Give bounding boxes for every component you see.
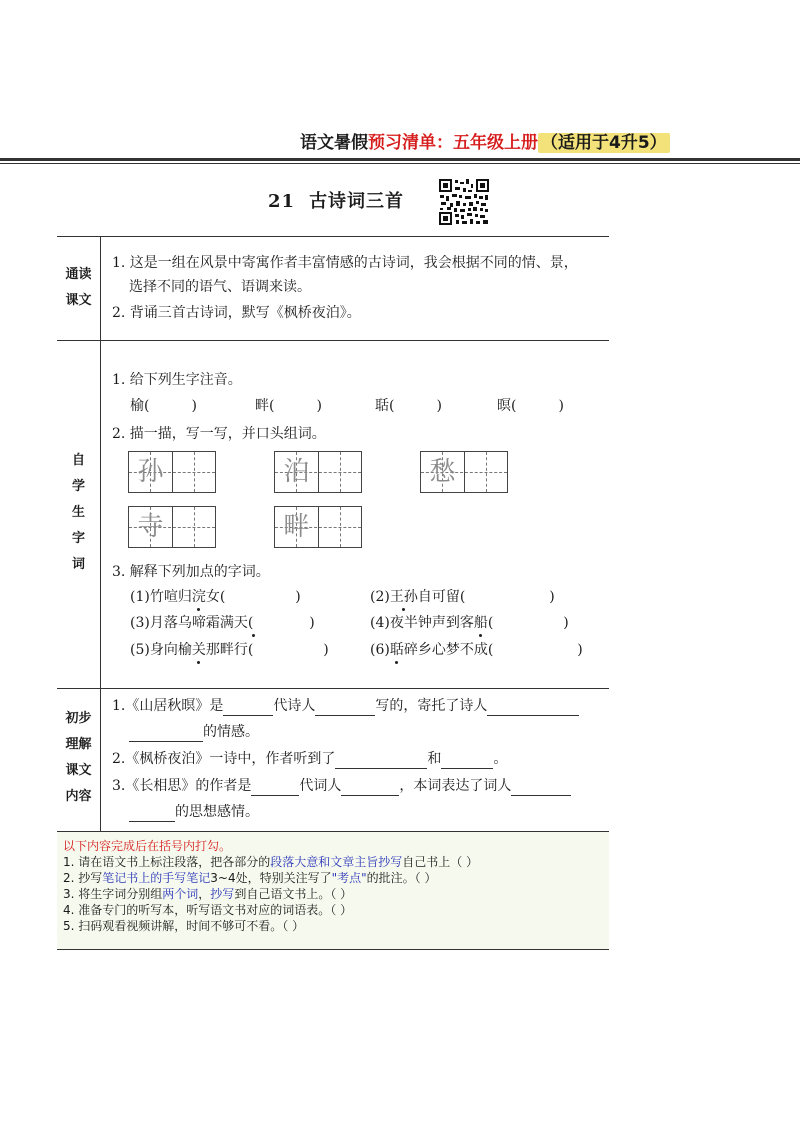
pinyin-answer-3[interactable]: ( ) (389, 398, 442, 414)
understand-item-3 (112, 776, 571, 796)
t2-c: 3~4处，特别关注写了 (210, 871, 332, 885)
table-column-divider (100, 236, 101, 831)
t2-b: 笔记书上的手写笔记 (102, 871, 211, 885)
checklist-item-3[interactable] (63, 886, 352, 902)
t3-b: 两个词 (162, 887, 199, 901)
u1-c: 写的，寄托了诗人 (375, 698, 488, 714)
t2-e: 的批注。（ ） (366, 871, 437, 885)
label-self-study-char-1: 自 (71, 453, 85, 468)
explain-item-5[interactable] (130, 640, 329, 660)
explain-6-pre: (6) (370, 642, 390, 658)
t3-d: 抄写 (210, 887, 235, 901)
label-self-study-char-4: 字 (71, 531, 85, 546)
t1-a: 1. 请在语文书上标注段落，把各部分的 (63, 855, 271, 869)
blank-dynasty-1[interactable] (223, 699, 273, 716)
header-rule-thin (0, 163, 800, 164)
explain-1-post: 女( ) (205, 589, 301, 605)
checklist-intro: 以下内容完成后在括号内打勾。 (63, 839, 232, 853)
label-self-study-char-3: 生 (71, 505, 85, 520)
label-self-study (57, 448, 100, 578)
explain-4-post: ( ) (487, 615, 569, 631)
explain-1-dotted: 浣 (191, 589, 206, 605)
label-self-study-char-5: 词 (71, 557, 85, 572)
self-study-question-3: 3. 解释下列加点的字词。 (112, 564, 270, 580)
writing-grid-1[interactable] (128, 451, 216, 493)
blank-poet-1[interactable] (315, 699, 375, 716)
checklist-item-2[interactable] (63, 870, 436, 886)
read-item-1-line-1: 1. 这是一组在风景中寄寓作者丰富情感的古诗词，我会根据不同的情、景， (112, 255, 578, 271)
pinyin-char-4: 暝 (497, 398, 511, 414)
pinyin-item-1 (130, 396, 197, 416)
blank-poet-feeling-3[interactable] (511, 779, 571, 796)
understand-item-3-cont (129, 802, 259, 822)
writing-grid-3[interactable] (420, 451, 508, 493)
explain-3-post: ) (253, 615, 315, 631)
self-study-question-2: 2. 描一描，写一写，并口头组词。 (112, 426, 326, 442)
self-study-question-1: 1. 给下列生字注音。 (112, 372, 242, 388)
u3-a: 3.《长相思》的作者是 (112, 778, 252, 794)
explain-item-3[interactable] (130, 613, 315, 633)
explain-5-post: 那畔行( ) (205, 642, 329, 658)
explain-4-pre: (4)夜半钟声到客 (370, 615, 474, 631)
explain-5-pre: (5)身向榆 (130, 642, 192, 658)
checklist-item-5[interactable]: 5. 扫码观看视频讲解，时间不够可不看。（ ） (63, 919, 305, 933)
explain-3-pre: (3)月落乌啼霜满天( (130, 615, 254, 631)
explain-2-dotted: 王孙 (389, 589, 418, 605)
label-understand (57, 706, 100, 810)
label-understand-2: 理解 (65, 737, 92, 752)
blank-poet-emotion-1[interactable] (487, 699, 579, 716)
blank-dynasty-3[interactable] (251, 779, 299, 796)
lesson-number: 21 (268, 191, 296, 212)
t2-d: "考点" (331, 871, 367, 885)
read-item-1-line-2: 选择不同的语气、语调来读。 (129, 279, 311, 295)
explain-item-1[interactable] (130, 587, 301, 607)
checklist-item-4[interactable]: 4. 准备专门的听写本，听写语文书对应的词语表。（ ） (63, 903, 353, 917)
blank-poet-3[interactable] (341, 779, 399, 796)
pinyin-answer-2[interactable]: ( ) (269, 398, 322, 414)
explain-6-dotted: 聒 (389, 642, 404, 658)
blank-heard-2[interactable] (441, 752, 493, 769)
blank-feeling-3[interactable] (129, 805, 175, 822)
pinyin-char-2: 畔 (255, 398, 269, 414)
u2-a: 2.《枫桥夜泊》一诗中，作者听到了 (112, 751, 336, 767)
understand-item-1-cont (129, 722, 259, 742)
explain-6-post: 碎乡心梦不成( ) (403, 642, 583, 658)
label-understand-4: 内容 (65, 789, 92, 804)
pinyin-char-1: 榆 (130, 398, 144, 414)
read-item-2: 2. 背诵三首古诗词，默写《枫桥夜泊》。 (112, 305, 361, 321)
t2-a: 2. 抄写 (63, 871, 103, 885)
trace-char-3: 愁 (429, 457, 456, 487)
t3-c: ， (198, 887, 211, 901)
table-row-divider-1 (57, 340, 609, 341)
writing-grid-4[interactable] (128, 506, 216, 548)
trace-char-4: 寺 (137, 512, 164, 542)
trace-char-2: 泊 (283, 457, 310, 487)
u1-b: 代诗人 (273, 698, 316, 714)
label-self-study-char-2: 学 (71, 479, 85, 494)
t1-b: 段落大意和文章主旨抄写 (270, 855, 403, 869)
understand-item-2 (112, 749, 507, 769)
label-read-text (57, 262, 100, 314)
explain-item-2[interactable] (370, 587, 555, 607)
explain-1-pre: (1)竹喧归 (130, 589, 192, 605)
lesson-title (268, 187, 404, 213)
explain-item-6[interactable] (370, 640, 583, 660)
pinyin-answer-1[interactable]: ( ) (144, 398, 197, 414)
label-understand-3: 课文 (65, 763, 92, 778)
understand-item-1 (112, 696, 579, 716)
checklist-box (57, 831, 609, 950)
blank-heard-1[interactable] (335, 752, 427, 769)
explain-5-dotted: 关 (191, 642, 206, 658)
pinyin-answer-4[interactable]: ( ) (511, 398, 564, 414)
t1-c: 自己书上（ ） (402, 855, 479, 869)
writing-grid-2[interactable] (274, 451, 362, 493)
explain-4-dotted: 船 (473, 615, 488, 631)
pinyin-item-4 (497, 396, 564, 416)
explain-item-4[interactable] (370, 613, 569, 633)
trace-char-1: 孙 (137, 457, 164, 487)
writing-grid-5[interactable] (274, 506, 362, 548)
label-read-line1: 通读 (65, 267, 92, 282)
header-part-2: 预习清单：五年级上册 (368, 133, 538, 153)
explain-2-post: 自可留( ) (417, 589, 555, 605)
series-header (300, 128, 667, 158)
u1-d: 的情感。 (203, 724, 259, 740)
explain-2-pre: (2) (370, 589, 390, 605)
header-rule-thick (0, 158, 800, 161)
lesson-name: 古诗词三首 (309, 191, 405, 212)
u3-c: ，本词表达了词人 (399, 778, 512, 794)
header-part-3: （适用于4升5） (538, 133, 670, 153)
blank-emotion-1[interactable] (129, 725, 203, 742)
u2-c: 。 (493, 751, 508, 767)
label-understand-1: 初步 (65, 711, 92, 726)
t3-a: 3. 将生字词分别组 (63, 887, 163, 901)
label-read-line2: 课文 (65, 293, 92, 308)
header-part-1: 语文暑假 (300, 133, 368, 153)
u2-b: 和 (427, 751, 442, 767)
pinyin-item-2 (255, 396, 322, 416)
qr-code-icon[interactable] (438, 178, 490, 226)
u3-b: 代词人 (299, 778, 342, 794)
table-row-divider-2 (57, 688, 609, 689)
table-top-border (57, 236, 609, 237)
pinyin-item-3 (375, 396, 442, 416)
u3-d: 的思想感情。 (175, 804, 259, 820)
trace-char-5: 畔 (283, 512, 310, 542)
checklist-item-1[interactable] (63, 854, 478, 870)
u1-a: 1.《山居秋暝》是 (112, 698, 224, 714)
t3-e: 到自己语文书上。（ ） (234, 887, 353, 901)
pinyin-char-3: 聒 (375, 398, 389, 414)
